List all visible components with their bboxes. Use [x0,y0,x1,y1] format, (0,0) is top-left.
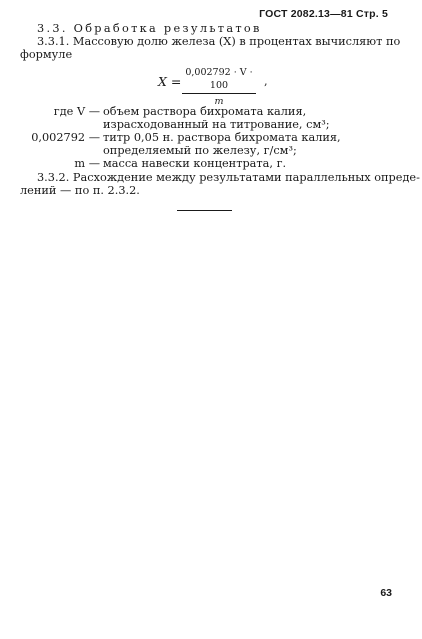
paragraph-3-3-1-line-2: формуле [20,48,73,62]
paragraph-3-3-1-line-1: 3.3.1. Массовую долю железа (X) в процентах вычисляют по [37,35,401,49]
formula [20,65,392,108]
definition-text: титр 0,05 н. раствора бихромата калия, определяемый по железу, г/см³; [103,131,341,158]
paragraph-3-3-2-line-1: 3.3.2. Расхождение между результатами параллельных опреде- [37,170,420,184]
definition-label: где V — [53,104,100,118]
paragraph-3-3-2-line-2: лений — по п. 2.3.2. [20,183,140,197]
definition-row [20,131,392,157]
definition-text: масса навески концентрата, г. [103,157,287,171]
page-header: ГОСТ 2082.13—81 Стр. 5 [259,8,388,20]
definition-text: объем раствора бихромата калия, израсходованный на титрование, см³; [103,104,330,131]
formula-lhs: X = [158,73,182,89]
document-body [20,22,420,197]
page-number: 63 [380,587,392,599]
definition-label: 0,002792 — [31,131,100,145]
definition-row [20,105,392,131]
definition-label: m — [74,157,100,171]
formula-denominator: m [214,96,224,108]
formula-fraction [182,66,256,109]
formula-trail: , [264,74,268,88]
end-separator-line [177,210,232,211]
definitions-list [20,105,392,171]
formula-numerator: 0,002792 · V · 100 [182,66,256,94]
definition-row [20,157,392,170]
section-title: 3.3. Обработка результатов [37,22,262,35]
